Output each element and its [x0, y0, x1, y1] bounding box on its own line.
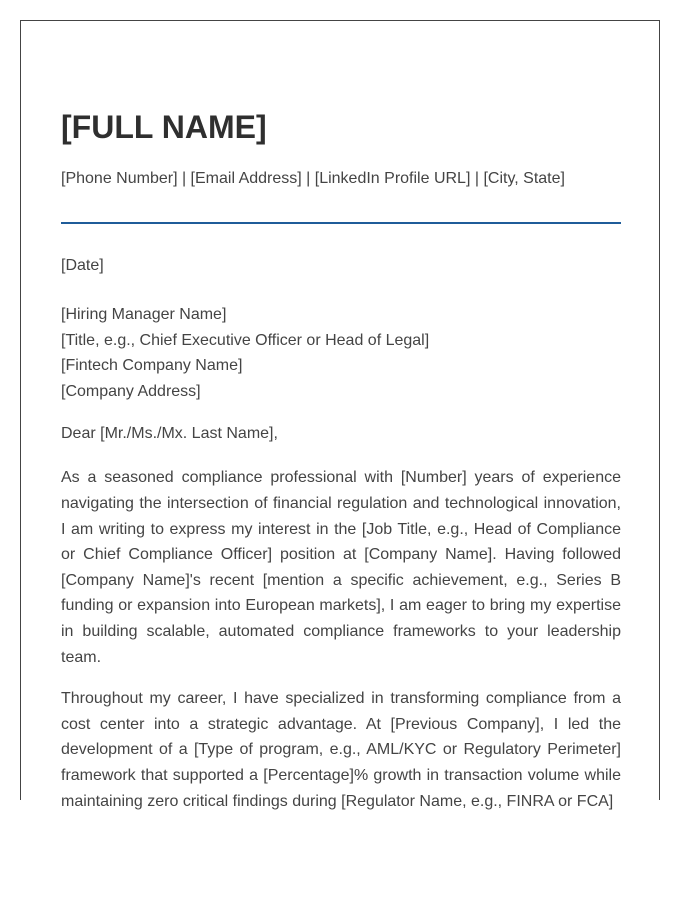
letter-date: [Date]	[61, 257, 104, 274]
recipient-name: [Hiring Manager Name]	[61, 306, 227, 323]
document-page	[20, 20, 660, 810]
body-paragraph-1: As a seasoned compliance professional with [Number] years of experience navigating the intersection of financial regulation and technological innovation, I am writing to express my interest in the [Job Title, e.g., Head of Compliance or Chief Compliance Officer] position at [Company Name]. Having followed [Company Name]'s recent [mention a specific achievement, e.g., Series B funding or expansion into European markets], I am eager to bring my expertise in building scalable, automated compliance frameworks to your leadership team.	[61, 469, 621, 666]
body-paragraph-2: Throughout my career, I have specialized in transforming compliance from a cost center into a strategic advantage. At [Previous Company], I led the development of a [Type of program, e.g., AML/KYC or Regulatory Perimeter] framework that supported a [Percentage]% growth in transaction volume while maintaining zero critical findings during [Regulator Name, e.g., FINRA or FCA]	[61, 690, 621, 810]
header-divider	[61, 222, 621, 224]
recipient-company: [Fintech Company Name]	[61, 357, 243, 375]
letter-content	[61, 21, 621, 814]
salutation: Dear [Mr./Ms./Mx. Last Name],	[61, 425, 278, 443]
recipient-title: [Title, e.g., Chief Executive Officer or Head of Legal]	[61, 331, 430, 349]
contact-line: [Phone Number] | [Email Address] | [LinkedIn Profile URL] | [City, State]	[61, 170, 565, 187]
full-name-heading: [FULL NAME]	[61, 109, 267, 145]
recipient-address: [Company Address]	[61, 382, 201, 400]
recipient-block	[61, 302, 621, 404]
